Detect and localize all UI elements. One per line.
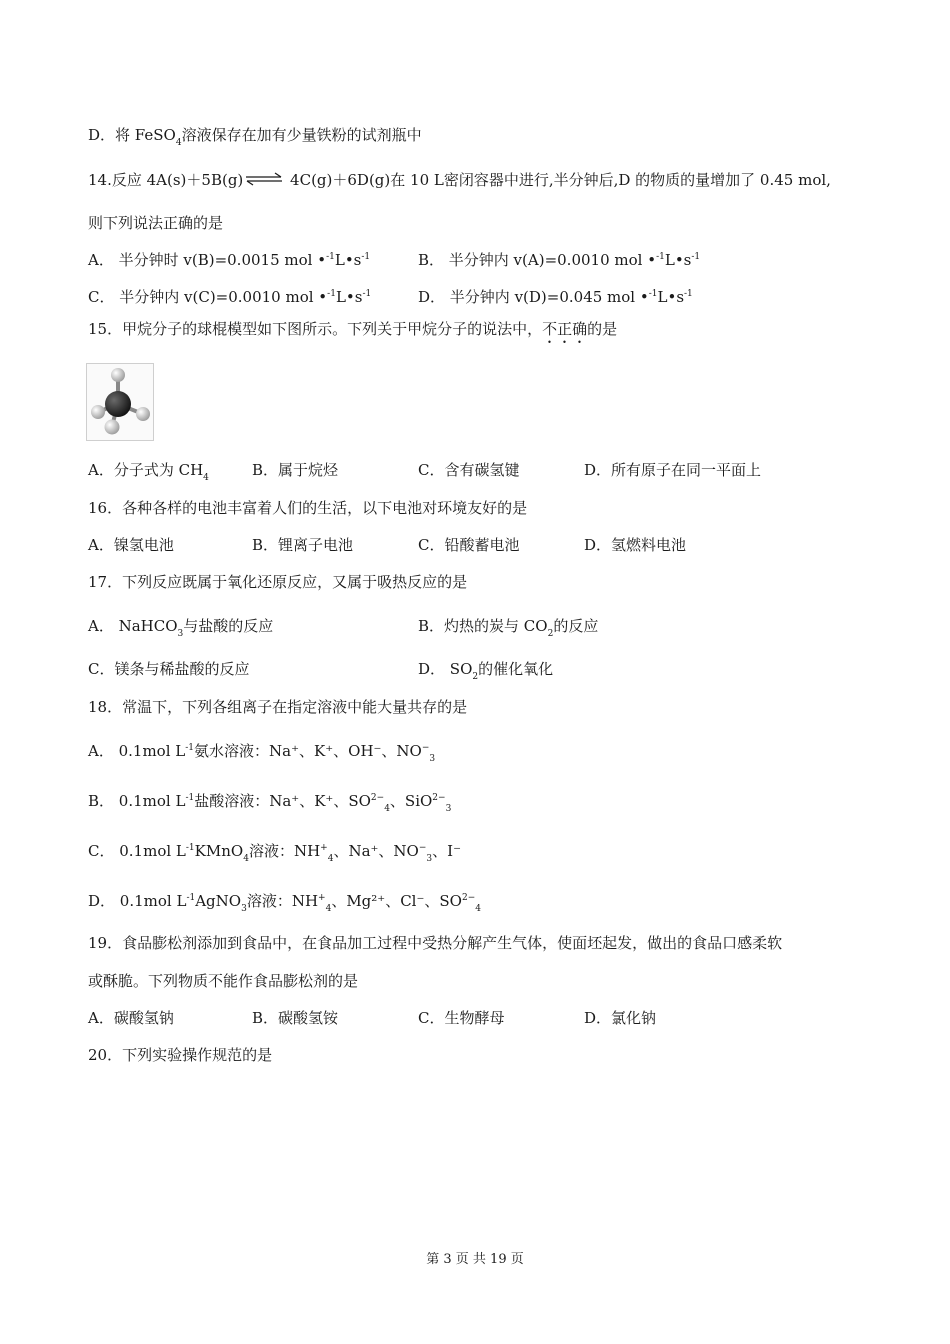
q15-option-a: A．分子式为 $CH_4$ (88, 461, 209, 483)
q14-option-d: D． 半分钟内 v(D)=0.045 mol $•^{-1}L•s^{-1}$ (418, 288, 693, 306)
q16-option-b: B．锂离子电池 (252, 536, 354, 554)
q14-option-c: C． 半分钟内 v(C)=0.0010 mol $•^{-1}L•s^{-1}$ (88, 288, 372, 306)
q19-stem: 19．食品膨松剂添加到食品中，在食品加工过程中受热分解产生气体，使面坯起发，做出的食品口感柔软 (88, 934, 783, 952)
q15-option-c: C．含有碳氢键 (418, 461, 520, 479)
q19-option-c: C．生物酵母 (418, 1009, 505, 1027)
q19-option-d: D．氯化钠 (584, 1009, 657, 1027)
emphasis-text: 不正确 (542, 320, 588, 338)
equilibrium-arrow-icon (245, 172, 283, 186)
q13-option-d: D．将 FeSO$_4$溶液保存在加有少量铁粉的试剂瓶中 (88, 126, 422, 148)
q16-option-d: D．氢燃料电池 (584, 536, 687, 554)
q17-option-b: B．灼热的炭与 $CO_2$的反应 (418, 617, 599, 639)
q14-option-a: A． 半分钟时 v(B)=0.0015 mol $•^{-1}L•s^{-1}$ (88, 251, 371, 269)
q15-option-d: D．所有原子在同一平面上 (584, 461, 762, 479)
methane-model-icon (87, 364, 153, 440)
q16-stem: 16．各种各样的电池丰富着人们的生活，以下电池对环境友好的是 (88, 499, 528, 517)
q20-stem: 20．下列实验操作规范的是 (88, 1046, 273, 1064)
q19-option-b: B．碳酸氢铵 (252, 1009, 339, 1027)
q16-option-c: C．铅酸蓄电池 (418, 536, 520, 554)
q17-stem: 17．下列反应既属于氧化还原反应，又属于吸热反应的是 (88, 573, 468, 591)
q18-option-b: B． 0.1mol $L^{-1}$盐酸溶液：Na⁺、K⁺、$SO^{2-}_4$、SiO$^{2-}_3$ (88, 792, 452, 814)
q18-stem: 18．常温下，下列各组离子在指定溶液中能大量共存的是 (88, 698, 468, 716)
q17-option-a: A． NaHCO$_3$与盐酸的反应 (88, 617, 274, 639)
q14-stem: 14.反应 4A(s)＋5B(g) 4C(g)＋6D(g)在 10 L密闭容器中进行,半分钟后,D 的物质的量增加了 0.45 mol, (88, 171, 831, 189)
q18-option-a: A． 0.1mol $L^{-1}$氨水溶液：Na⁺、K⁺、OH⁻、$NO^-_3$ (88, 742, 436, 764)
q18-option-d: D． 0.1mol $L^{-1}AgNO_3$溶液：$NH^+_4$、Mg²⁺、Cl⁻、$SO^{2-}_4$ (88, 892, 481, 914)
q14-stem-line2: 则下列说法正确的是 (88, 214, 224, 232)
q17-option-c: C．镁条与稀盐酸的反应 (88, 660, 250, 678)
q17-option-d: D． $SO_2$的催化氧化 (418, 660, 554, 682)
q19-stem-line2: 或酥脆。下列物质不能作食品膨松剂的是 (88, 972, 359, 990)
q14-option-b: B． 半分钟内 v(A)=0.0010 mol $•^{-1}L•s^{-1}$ (418, 251, 701, 269)
q15-stem: 15．甲烷分子的球棍模型如下图所示。下列关于甲烷分子的说法中，不正确的是 (88, 320, 618, 338)
q15-option-b: B．属于烷烃 (252, 461, 339, 479)
q18-option-c: C． 0.1mol $L^{-1}KMnO_4$溶液：$NH^+_4$、Na⁺、$NO^-_3$、I⁻ (88, 842, 461, 864)
page-footer: 第 3 页 共 19 页 (426, 1252, 524, 1267)
q19-option-a: A．碳酸氢钠 (88, 1009, 174, 1027)
methane-ball-stick-model (86, 363, 154, 441)
q16-option-a: A．镍氢电池 (88, 536, 174, 554)
